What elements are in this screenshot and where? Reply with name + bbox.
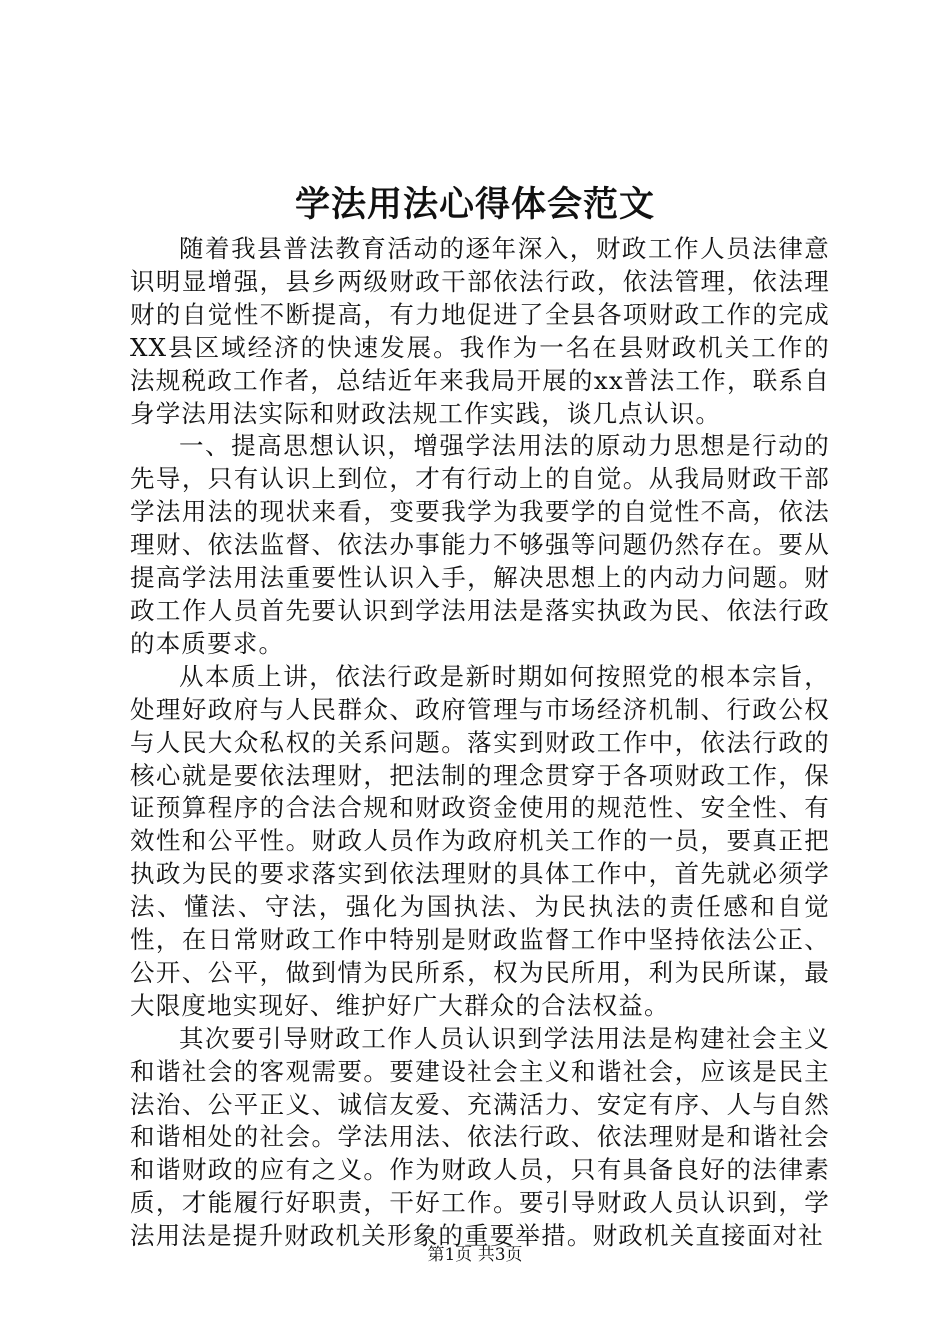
page-number-footer: 第1页 共3页 [427,1245,523,1265]
paragraph-section-one: 一、提高思想认识，增强学法用法的原动力思想是行动的先导，只有认识上到位，才有行动上的自觉。从我局财政干部学法用法的现状来看，变要我学为我要学的自觉性不高，依法理财、依法监督、依法办事能力不够强等问题仍然存在。要从提高学法用法重要性认识入手，解决思想上的内动力问题。财政工作人员首先要认识到学法用法是落实执政为民、依法行政的本质要求。 [130,431,830,658]
paragraph-essence: 从本质上讲，依法行政是新时期如何按照党的根本宗旨，处理好政府与人民群众、政府管理与市场经济机制、行政公权与人民大众私权的关系问题。落实到财政工作中，依法行政的核心就是要依法理财，把法制的理念贯穿于各项财政工作，保证预算程序的合法合规和财政资金使用的规范性、安全性、有效性和公平性。财政人员作为政府机关工作的一员，要真正把执政为民的要求落实到依法理财的具体工作中，首先就必须学法、懂法、守法，强化为国执法、为民执法的责任感和自觉性，在日常财政工作中特别是财政监督工作中坚持依法公正、公开、公平，做到情为民所系，权为民所用，利为民所谋，最大限度地实现好、维护好广大群众的合法权益。 [130,661,830,1020]
paragraph-harmony: 其次要引导财政工作人员认识到学法用法是构建社会主义和谐社会的客观需要。要建设社会主义和谐社会，应该是民主法治、公平正义、诚信友爱、充满活力、安定有序、人与自然和谐相处的社会。学法用法、依法行政、依法理财是和谐社会和谐财政的应有之义。作为财政人员，只有具备良好的法律素质，才能履行好职责，干好工作。要引导财政人员认识到，学法用法是提升财政机关形象的重要举措。财政机关直接面对社 [130,1023,830,1251]
document-body [130,233,830,1253]
document-title: 学法用法心得体会范文 [294,184,655,225]
paragraph-intro: 随着我县普法教育活动的逐年深入，财政工作人员法律意识明显增强，县乡两级财政干部依法行政，依法管理，依法理财的自觉性不断提高，有力地促进了全县各项财政工作的完成XX县区域经济的快速发展。我作为一名在县财政机关工作的法规税政工作者，总结近年来我局开展的xx普法工作，联系自身学法用法实际和财政法规工作实践，谈几点认识。 [130,234,830,428]
